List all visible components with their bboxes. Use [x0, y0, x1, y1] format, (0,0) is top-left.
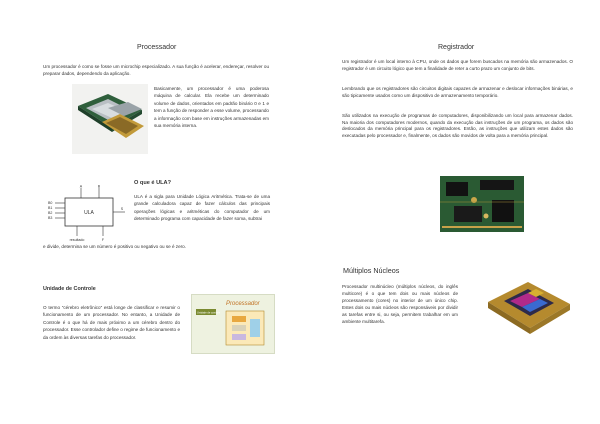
control-slide-image — [191, 294, 275, 354]
ula-diagram — [47, 184, 127, 246]
ula-in-a: A — [79, 184, 83, 189]
ula-text-bottom: e divide, determina se um número é positivo ou negativo ou se é zero. — [43, 244, 186, 249]
ula-side-label: B0 — [48, 201, 53, 205]
ula-bottom-right: F — [101, 238, 105, 242]
register-p3: São utilizados na execução de programas de computadores, disponibilizando um local para armazenar dados. Na maioria dos computadores modernos, quando da execução das instruções de um programa, os dados são deslocados da memória principal para os registradores. Então, as instruções que utilizam estes dados são executadas pelo processador e, finalmente, os dados são movidos de volta para a memória principal. — [342, 113, 573, 138]
multicore-title: Múltiplos Núcleos — [343, 266, 400, 275]
ula-out-s: S — [120, 207, 124, 211]
ula-title: O que é ULA? — [134, 180, 171, 186]
multicore-chip-photo — [484, 268, 574, 352]
ula-in-b: B — [97, 184, 101, 189]
register-p2: Lembrando que os registradores são circuitos digitais capazes de armazenar e deslocar informações binárias, e são tipicamente usados como um dispositivo de armazenamento temporário. — [342, 86, 573, 98]
control-title: Unidade de Controle — [43, 286, 96, 292]
processor-photo — [72, 84, 148, 154]
processor-text-side: Basicamente, um processador é uma poderosa máquina de calcular. Ela recebe um determinado volume de dados, orientados em padrão binário 0 e 1 e tem a função de responder a esse volume, processando a informação com base em instruções armazenadas em sua memória interna. — [154, 86, 269, 129]
register-circuit-photo — [440, 176, 524, 232]
ula-box-label: ULA — [84, 210, 94, 216]
register-p1: Um registrador é um local interno à CPU, onde os dados que forem buscados na memória são armazenados. O registrador é um circuito lógico que tem a finalidade de reter a curto prazo um conjunto de bits. — [342, 59, 573, 71]
control-text: O termo “cérebro eletrônico” está longe de classificar e resumir o funcionamento de um processador. No entanto, a Unidade de Controle é o que há de mais próximo a um cérebro dentro do processador. Esse controlador define o regime de funcionamento e da ordem às diversas tarefas do processador. — [43, 305, 180, 340]
ula-text-side: ULA é a sigla para Unidade Lógica Aritmética. Trata-se de uma grande calculadora capaz de fazer cálculos das principais operações lógicas e aritméticas do computador de um determinado programa com capacidade de fazer soma, subtrai — [134, 194, 270, 222]
ula-side-label: B3 — [48, 216, 53, 220]
multicore-text: Processador multinúcleo (múltiplos núcleos, do inglês multicore) é o que tem dois ou mais núcleos de processamento (cores) no interior de um único chip. Estes dois ou mais núcleos são responsáveis por dividir as tarefas entre si, ou seja, permitem trabalhar em um ambiente multitarefa. — [342, 284, 458, 324]
slide-sub: Unidade de controle — [197, 311, 221, 315]
ula-bottom-left: resultado — [69, 238, 85, 242]
register-title: Registrador — [438, 44, 475, 51]
processor-text-top: Um processador é como se fosse um microchip especializado. A sua função é acelerar, endereçar, resolver ou preparar dados, dependendo da aplicação. — [43, 64, 269, 77]
slide-title: Processador — [226, 301, 260, 307]
ula-side-label: B1 — [48, 206, 53, 210]
processor-title: Processador — [137, 44, 177, 51]
ula-side-label: B2 — [48, 211, 53, 215]
